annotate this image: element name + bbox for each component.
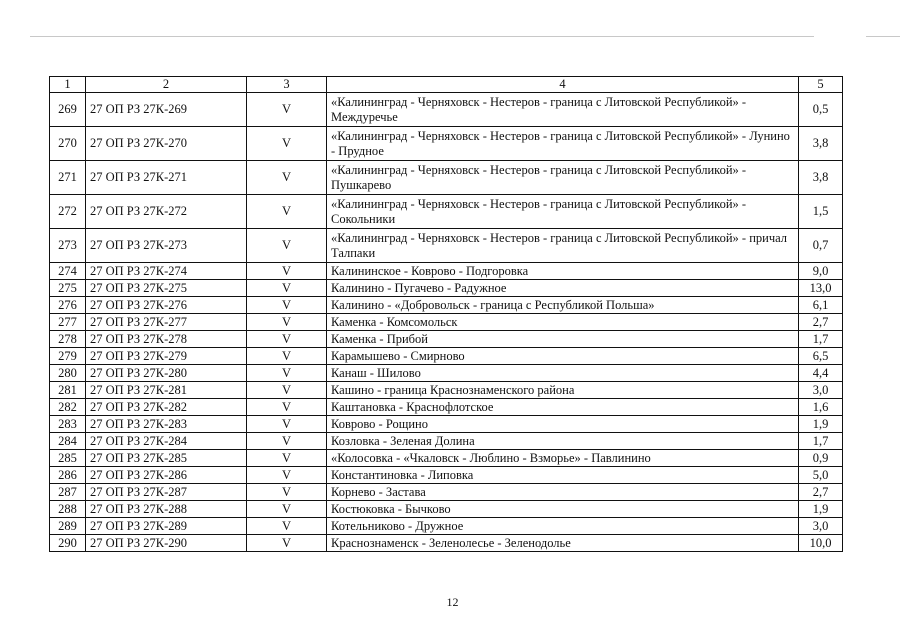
road-length: 3,8 bbox=[799, 161, 843, 195]
road-name: Кашино - граница Краснознаменского района bbox=[327, 382, 799, 399]
row-number: 271 bbox=[50, 161, 86, 195]
road-code: 27 ОП РЗ 27К-278 bbox=[86, 331, 247, 348]
road-category: V bbox=[247, 365, 327, 382]
road-code: 27 ОП РЗ 27К-289 bbox=[86, 518, 247, 535]
table-row bbox=[50, 93, 843, 127]
road-category: V bbox=[247, 382, 327, 399]
road-code: 27 ОП РЗ 27К-276 bbox=[86, 297, 247, 314]
road-code: 27 ОП РЗ 27К-285 bbox=[86, 450, 247, 467]
row-number: 270 bbox=[50, 127, 86, 161]
road-category: V bbox=[247, 450, 327, 467]
road-code: 27 ОП РЗ 27К-281 bbox=[86, 382, 247, 399]
road-code: 27 ОП РЗ 27К-272 bbox=[86, 195, 247, 229]
road-name: Каштановка - Краснофлотское bbox=[327, 399, 799, 416]
road-code: 27 ОП РЗ 27К-269 bbox=[86, 93, 247, 127]
road-code: 27 ОП РЗ 27К-288 bbox=[86, 501, 247, 518]
row-number: 288 bbox=[50, 501, 86, 518]
road-code: 27 ОП РЗ 27К-287 bbox=[86, 484, 247, 501]
road-length: 9,0 bbox=[799, 263, 843, 280]
table-row bbox=[50, 399, 843, 416]
road-category: V bbox=[247, 195, 327, 229]
road-length: 4,4 bbox=[799, 365, 843, 382]
table-row bbox=[50, 501, 843, 518]
road-category: V bbox=[247, 484, 327, 501]
road-length: 3,8 bbox=[799, 127, 843, 161]
road-name: Костюковка - Бычково bbox=[327, 501, 799, 518]
road-category: V bbox=[247, 416, 327, 433]
road-length: 3,0 bbox=[799, 382, 843, 399]
road-name: Каменка - Комсомольск bbox=[327, 314, 799, 331]
row-number: 269 bbox=[50, 93, 86, 127]
road-name: Калининское - Коврово - Подгоровка bbox=[327, 263, 799, 280]
road-category: V bbox=[247, 161, 327, 195]
page-number: 12 bbox=[446, 595, 459, 609]
road-category: V bbox=[247, 263, 327, 280]
row-number: 274 bbox=[50, 263, 86, 280]
road-category: V bbox=[247, 314, 327, 331]
table-row bbox=[50, 484, 843, 501]
road-category: V bbox=[247, 518, 327, 535]
header-cell: 4 bbox=[327, 77, 799, 93]
header-cell: 5 bbox=[799, 77, 843, 93]
road-category: V bbox=[247, 399, 327, 416]
road-length: 2,7 bbox=[799, 484, 843, 501]
table-row bbox=[50, 331, 843, 348]
road-code: 27 ОП РЗ 27К-283 bbox=[86, 416, 247, 433]
road-name: «Калининград - Черняховск - Нестеров - граница с Литовской Республикой» - причал Талпаки bbox=[327, 229, 799, 263]
table-row bbox=[50, 535, 843, 552]
table-row bbox=[50, 263, 843, 280]
road-length: 1,9 bbox=[799, 416, 843, 433]
table-row bbox=[50, 365, 843, 382]
row-number: 286 bbox=[50, 467, 86, 484]
row-number: 290 bbox=[50, 535, 86, 552]
row-number: 284 bbox=[50, 433, 86, 450]
table-row bbox=[50, 297, 843, 314]
road-length: 10,0 bbox=[799, 535, 843, 552]
road-code: 27 ОП РЗ 27К-282 bbox=[86, 399, 247, 416]
header-cell: 1 bbox=[50, 77, 86, 93]
row-number: 281 bbox=[50, 382, 86, 399]
road-code: 27 ОП РЗ 27К-270 bbox=[86, 127, 247, 161]
road-name: Котельниково - Дружное bbox=[327, 518, 799, 535]
header-cell: 2 bbox=[86, 77, 247, 93]
header-cell: 3 bbox=[247, 77, 327, 93]
road-code: 27 ОП РЗ 27К-290 bbox=[86, 535, 247, 552]
road-name: «Калининград - Черняховск - Нестеров - граница с Литовской Республикой» - Пушкарево bbox=[327, 161, 799, 195]
road-code: 27 ОП РЗ 27К-273 bbox=[86, 229, 247, 263]
road-category: V bbox=[247, 280, 327, 297]
road-name: Коврово - Рощино bbox=[327, 416, 799, 433]
road-code: 27 ОП РЗ 27К-271 bbox=[86, 161, 247, 195]
row-number: 277 bbox=[50, 314, 86, 331]
row-number: 289 bbox=[50, 518, 86, 535]
table-row bbox=[50, 280, 843, 297]
road-name: Корнево - Застава bbox=[327, 484, 799, 501]
road-name: «Колосовка - «Чкаловск - Люблино - Взморье» - Павлинино bbox=[327, 450, 799, 467]
road-table bbox=[49, 76, 843, 552]
road-name: Калинино - Пугачево - Радужное bbox=[327, 280, 799, 297]
road-name: «Калининград - Черняховск - Нестеров - граница с Литовской Республикой» - Сокольники bbox=[327, 195, 799, 229]
table-row bbox=[50, 416, 843, 433]
row-number: 283 bbox=[50, 416, 86, 433]
road-length: 0,7 bbox=[799, 229, 843, 263]
road-length: 1,5 bbox=[799, 195, 843, 229]
table-row bbox=[50, 127, 843, 161]
road-code: 27 ОП РЗ 27К-280 bbox=[86, 365, 247, 382]
road-category: V bbox=[247, 348, 327, 365]
road-name: Каменка - Прибой bbox=[327, 331, 799, 348]
road-length: 1,7 bbox=[799, 433, 843, 450]
table-row bbox=[50, 382, 843, 399]
row-number: 279 bbox=[50, 348, 86, 365]
road-length: 6,1 bbox=[799, 297, 843, 314]
road-length: 1,6 bbox=[799, 399, 843, 416]
table-row bbox=[50, 161, 843, 195]
road-code: 27 ОП РЗ 27К-284 bbox=[86, 433, 247, 450]
road-length: 0,9 bbox=[799, 450, 843, 467]
table-row bbox=[50, 518, 843, 535]
table-row bbox=[50, 348, 843, 365]
table-row bbox=[50, 433, 843, 450]
row-number: 282 bbox=[50, 399, 86, 416]
road-length: 1,7 bbox=[799, 331, 843, 348]
road-category: V bbox=[247, 433, 327, 450]
table-row bbox=[50, 195, 843, 229]
road-category: V bbox=[247, 467, 327, 484]
road-code: 27 ОП РЗ 27К-277 bbox=[86, 314, 247, 331]
table-row bbox=[50, 467, 843, 484]
road-length: 0,5 bbox=[799, 93, 843, 127]
row-number: 273 bbox=[50, 229, 86, 263]
road-code: 27 ОП РЗ 27К-286 bbox=[86, 467, 247, 484]
road-name: Канаш - Шилово bbox=[327, 365, 799, 382]
road-name: Козловка - Зеленая Долина bbox=[327, 433, 799, 450]
row-number: 285 bbox=[50, 450, 86, 467]
top-rule bbox=[30, 36, 814, 37]
road-category: V bbox=[247, 93, 327, 127]
road-category: V bbox=[247, 501, 327, 518]
road-length: 3,0 bbox=[799, 518, 843, 535]
row-number: 276 bbox=[50, 297, 86, 314]
table-row bbox=[50, 450, 843, 467]
road-length: 6,5 bbox=[799, 348, 843, 365]
table-row bbox=[50, 229, 843, 263]
row-number: 272 bbox=[50, 195, 86, 229]
road-name: Константиновка - Липовка bbox=[327, 467, 799, 484]
road-name: Краснознаменск - Зеленолесье - Зеленодолье bbox=[327, 535, 799, 552]
road-category: V bbox=[247, 297, 327, 314]
road-name: Калинино - «Добровольск - граница с Республикой Польша» bbox=[327, 297, 799, 314]
row-number: 280 bbox=[50, 365, 86, 382]
row-number: 287 bbox=[50, 484, 86, 501]
row-number: 278 bbox=[50, 331, 86, 348]
road-category: V bbox=[247, 127, 327, 161]
road-length: 13,0 bbox=[799, 280, 843, 297]
road-code: 27 ОП РЗ 27К-274 bbox=[86, 263, 247, 280]
road-code: 27 ОП РЗ 27К-279 bbox=[86, 348, 247, 365]
table-row bbox=[50, 314, 843, 331]
road-length: 2,7 bbox=[799, 314, 843, 331]
row-number: 275 bbox=[50, 280, 86, 297]
road-name: Карамышево - Смирново bbox=[327, 348, 799, 365]
top-rule-right bbox=[866, 36, 900, 37]
road-name: «Калининград - Черняховск - Нестеров - граница с Литовской Республикой» - Лунино - Прудное bbox=[327, 127, 799, 161]
road-category: V bbox=[247, 535, 327, 552]
road-code: 27 ОП РЗ 27К-275 bbox=[86, 280, 247, 297]
road-length: 1,9 bbox=[799, 501, 843, 518]
road-category: V bbox=[247, 229, 327, 263]
road-length: 5,0 bbox=[799, 467, 843, 484]
road-name: «Калининград - Черняховск - Нестеров - граница с Литовской Республикой» - Междуречье bbox=[327, 93, 799, 127]
table-header-row bbox=[50, 77, 843, 93]
road-category: V bbox=[247, 331, 327, 348]
